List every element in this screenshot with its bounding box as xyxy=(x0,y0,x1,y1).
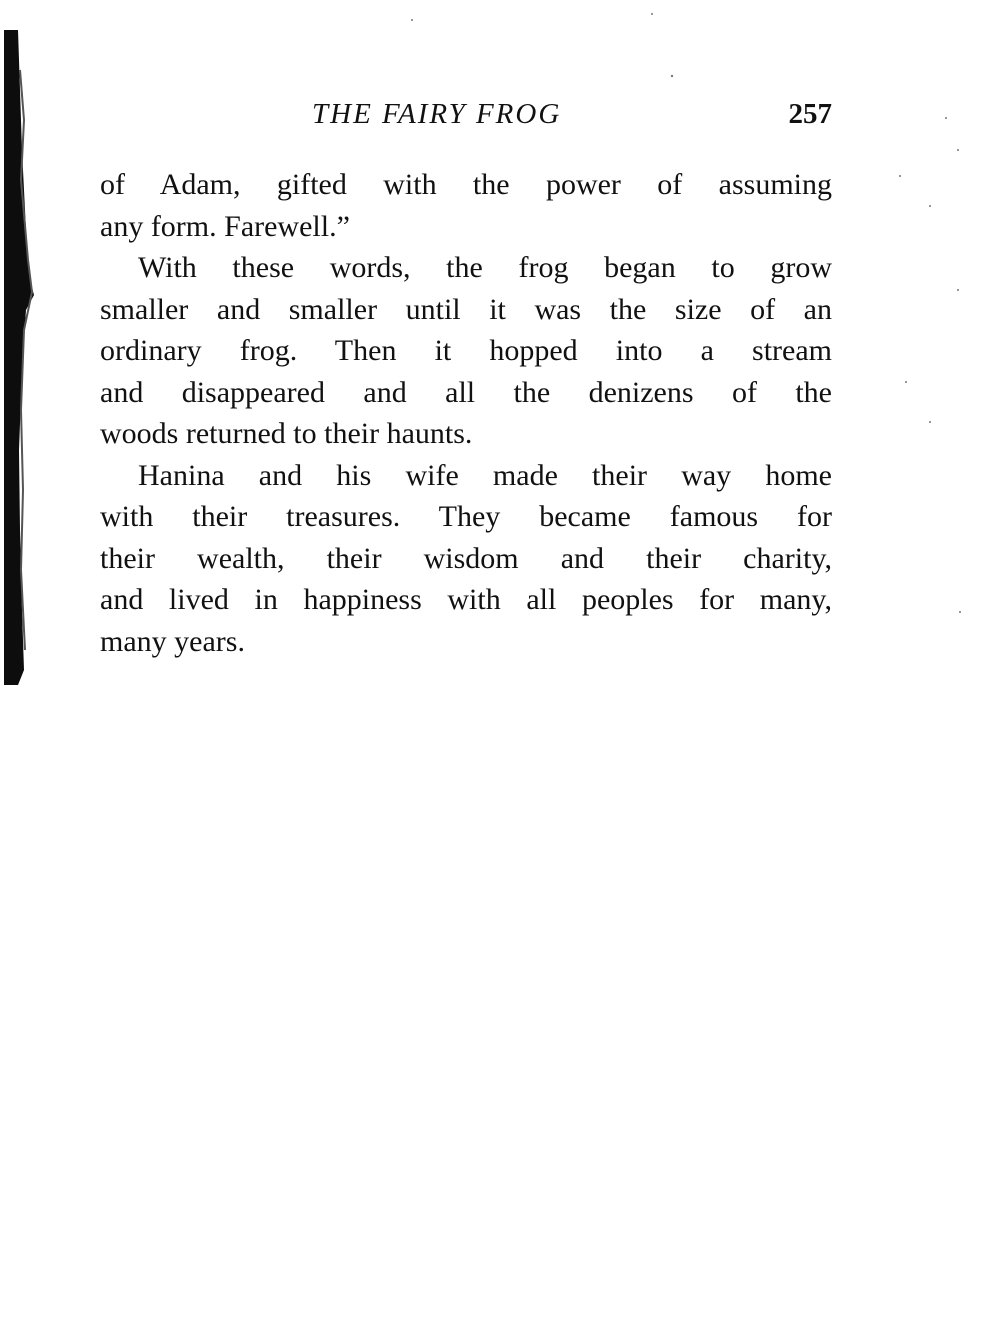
text-line: their wealth, their wisdom and their charity, xyxy=(100,541,832,575)
text-line: with their treasures. They became famous for xyxy=(100,500,832,533)
paragraph xyxy=(100,164,832,247)
text-line: Hanina and his wife made their way home xyxy=(138,458,832,492)
paragraph xyxy=(100,247,832,455)
text-line: of Adam, gifted with the power of assuming xyxy=(100,168,832,201)
text-line: and lived in happiness with all peoples for many, xyxy=(100,583,832,616)
binding-shadow xyxy=(4,30,34,685)
text-line: woods returned to their haunts. xyxy=(100,417,473,450)
text-line: and disappeared and all the denizens of the xyxy=(100,375,832,409)
text-line: With these words, the frog began to grow xyxy=(138,251,832,284)
text-line: smaller and smaller until it was the size of an xyxy=(100,292,832,326)
text-line: many years. xyxy=(100,624,245,658)
running-header xyxy=(100,98,832,138)
running-title: THE FAIRY FROG xyxy=(312,98,562,130)
body-text xyxy=(100,164,832,662)
text-line: any form. Farewell.” xyxy=(100,209,350,243)
page-number: 257 xyxy=(788,98,832,130)
paragraph xyxy=(100,455,832,663)
text-line: ordinary frog. Then it hopped into a stream xyxy=(100,334,832,367)
